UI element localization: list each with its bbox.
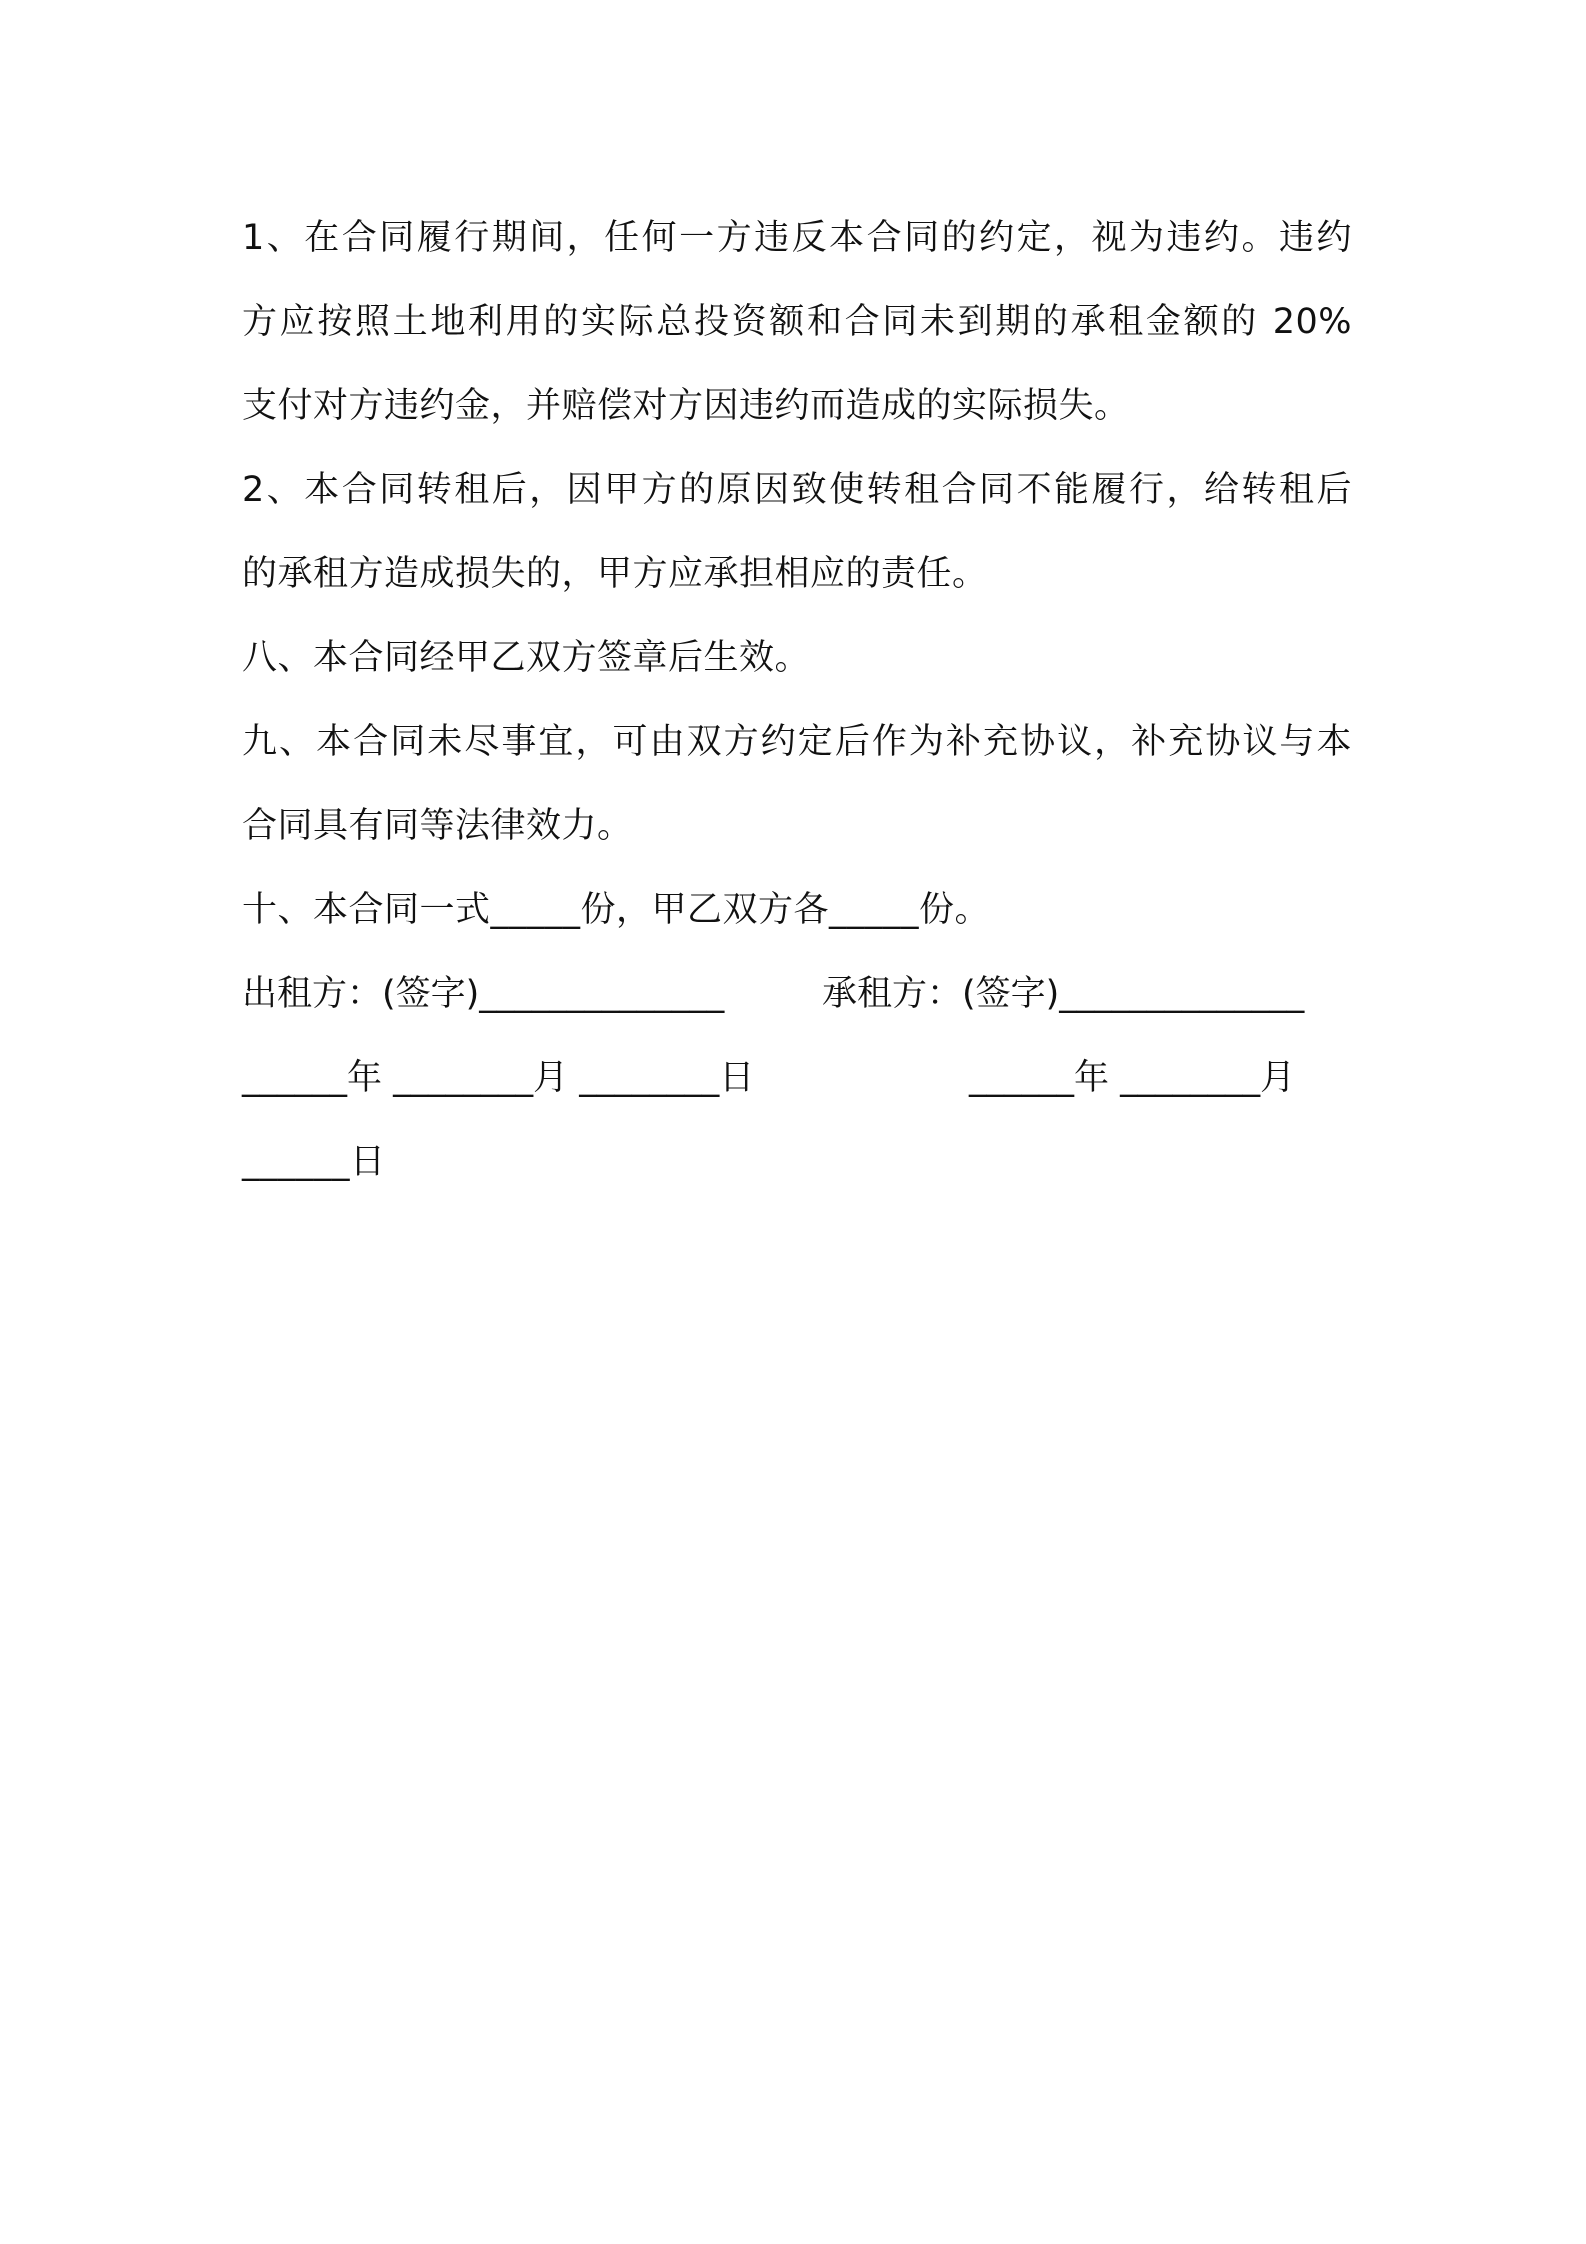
signature-row bbox=[242, 952, 1352, 1036]
lessee-date-day: ______日 bbox=[242, 1142, 386, 1182]
article-9-line-1: 九、本合同未尽事宜，可由双方约定后作为补充协议，补充协议与本 bbox=[242, 722, 1352, 762]
lessee-signature: 承租方：(签字)______________ bbox=[822, 974, 1305, 1014]
clause-1-line-2: 方应按照土地利用的实际总投资额和合同未到期的承租金额的 20% bbox=[242, 302, 1352, 342]
lessee-date: ______年 ________月 bbox=[969, 1058, 1296, 1098]
article-9-line-2: 合同具有同等法律效力。 bbox=[242, 806, 633, 846]
lessor-date: ______年 ________月 ________日 bbox=[242, 1058, 755, 1098]
contract-body bbox=[242, 196, 1352, 1204]
clause-2-line-1: 2、本合同转租后，因甲方的原因致使转租合同不能履行，给转租后 bbox=[242, 470, 1352, 510]
clause-2-line-2: 的承租方造成损失的，甲方应承担相应的责任。 bbox=[242, 554, 988, 594]
clause-1-line-3: 支付对方违约金，并赔偿对方因违约而造成的实际损失。 bbox=[242, 386, 1130, 426]
lessor-signature: 出租方：(签字)______________ bbox=[242, 974, 725, 1014]
article-8: 八、本合同经甲乙双方签章后生效。 bbox=[242, 638, 811, 678]
clause-1-line-1: 1、在合同履行期间，任何一方违反本合同的约定，视为违约。违约 bbox=[242, 218, 1352, 258]
date-row bbox=[242, 1036, 1352, 1120]
article-10: 十、本合同一式_____份，甲乙双方各_____份。 bbox=[242, 890, 991, 930]
